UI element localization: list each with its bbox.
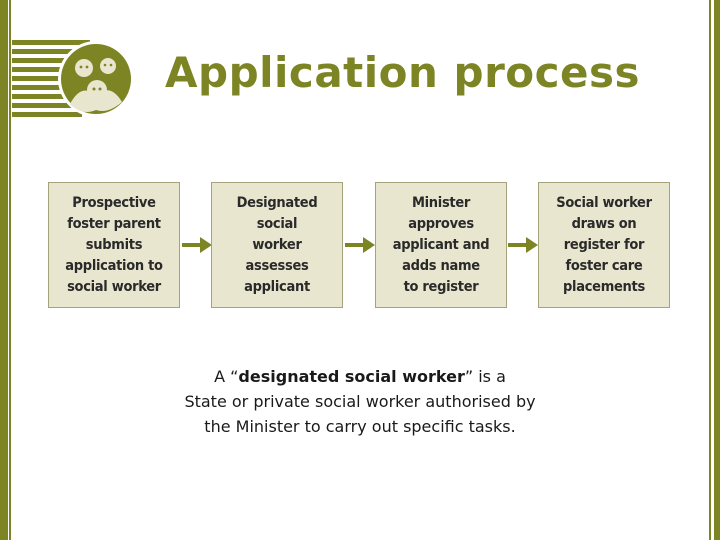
step-label-4: Social worker draws on register for foster care placements [556, 194, 652, 295]
definition-note [140, 364, 580, 439]
right-arrow-icon [508, 237, 538, 253]
step-label-2: Designated social worker assesses applicant [236, 194, 318, 295]
step-box-3 [375, 182, 507, 308]
step-box-2 [211, 182, 343, 308]
step-box-4 [538, 182, 670, 308]
note-line-2: State or private social worker authorised by [184, 392, 536, 411]
note-term: designated social worker [238, 367, 465, 386]
process-flow [48, 182, 672, 310]
note-suffix: ” is a [464, 367, 506, 386]
step-box-1 [48, 182, 180, 308]
step-label-3: Minister approves applicant and adds name to register [392, 194, 490, 295]
left-frame-border [0, 0, 8, 540]
right-arrow-icon [182, 237, 212, 253]
right-arrow-icon [345, 237, 375, 253]
right-frame-border [714, 0, 720, 540]
step-label-1: Prospective foster parent submits application to social worker [65, 194, 163, 295]
family-faces-logo [12, 38, 136, 120]
page-title: Application process [165, 48, 641, 97]
note-line-3: the Minister to carry out specific tasks. [204, 417, 516, 436]
note-prefix: A “ [214, 367, 239, 386]
